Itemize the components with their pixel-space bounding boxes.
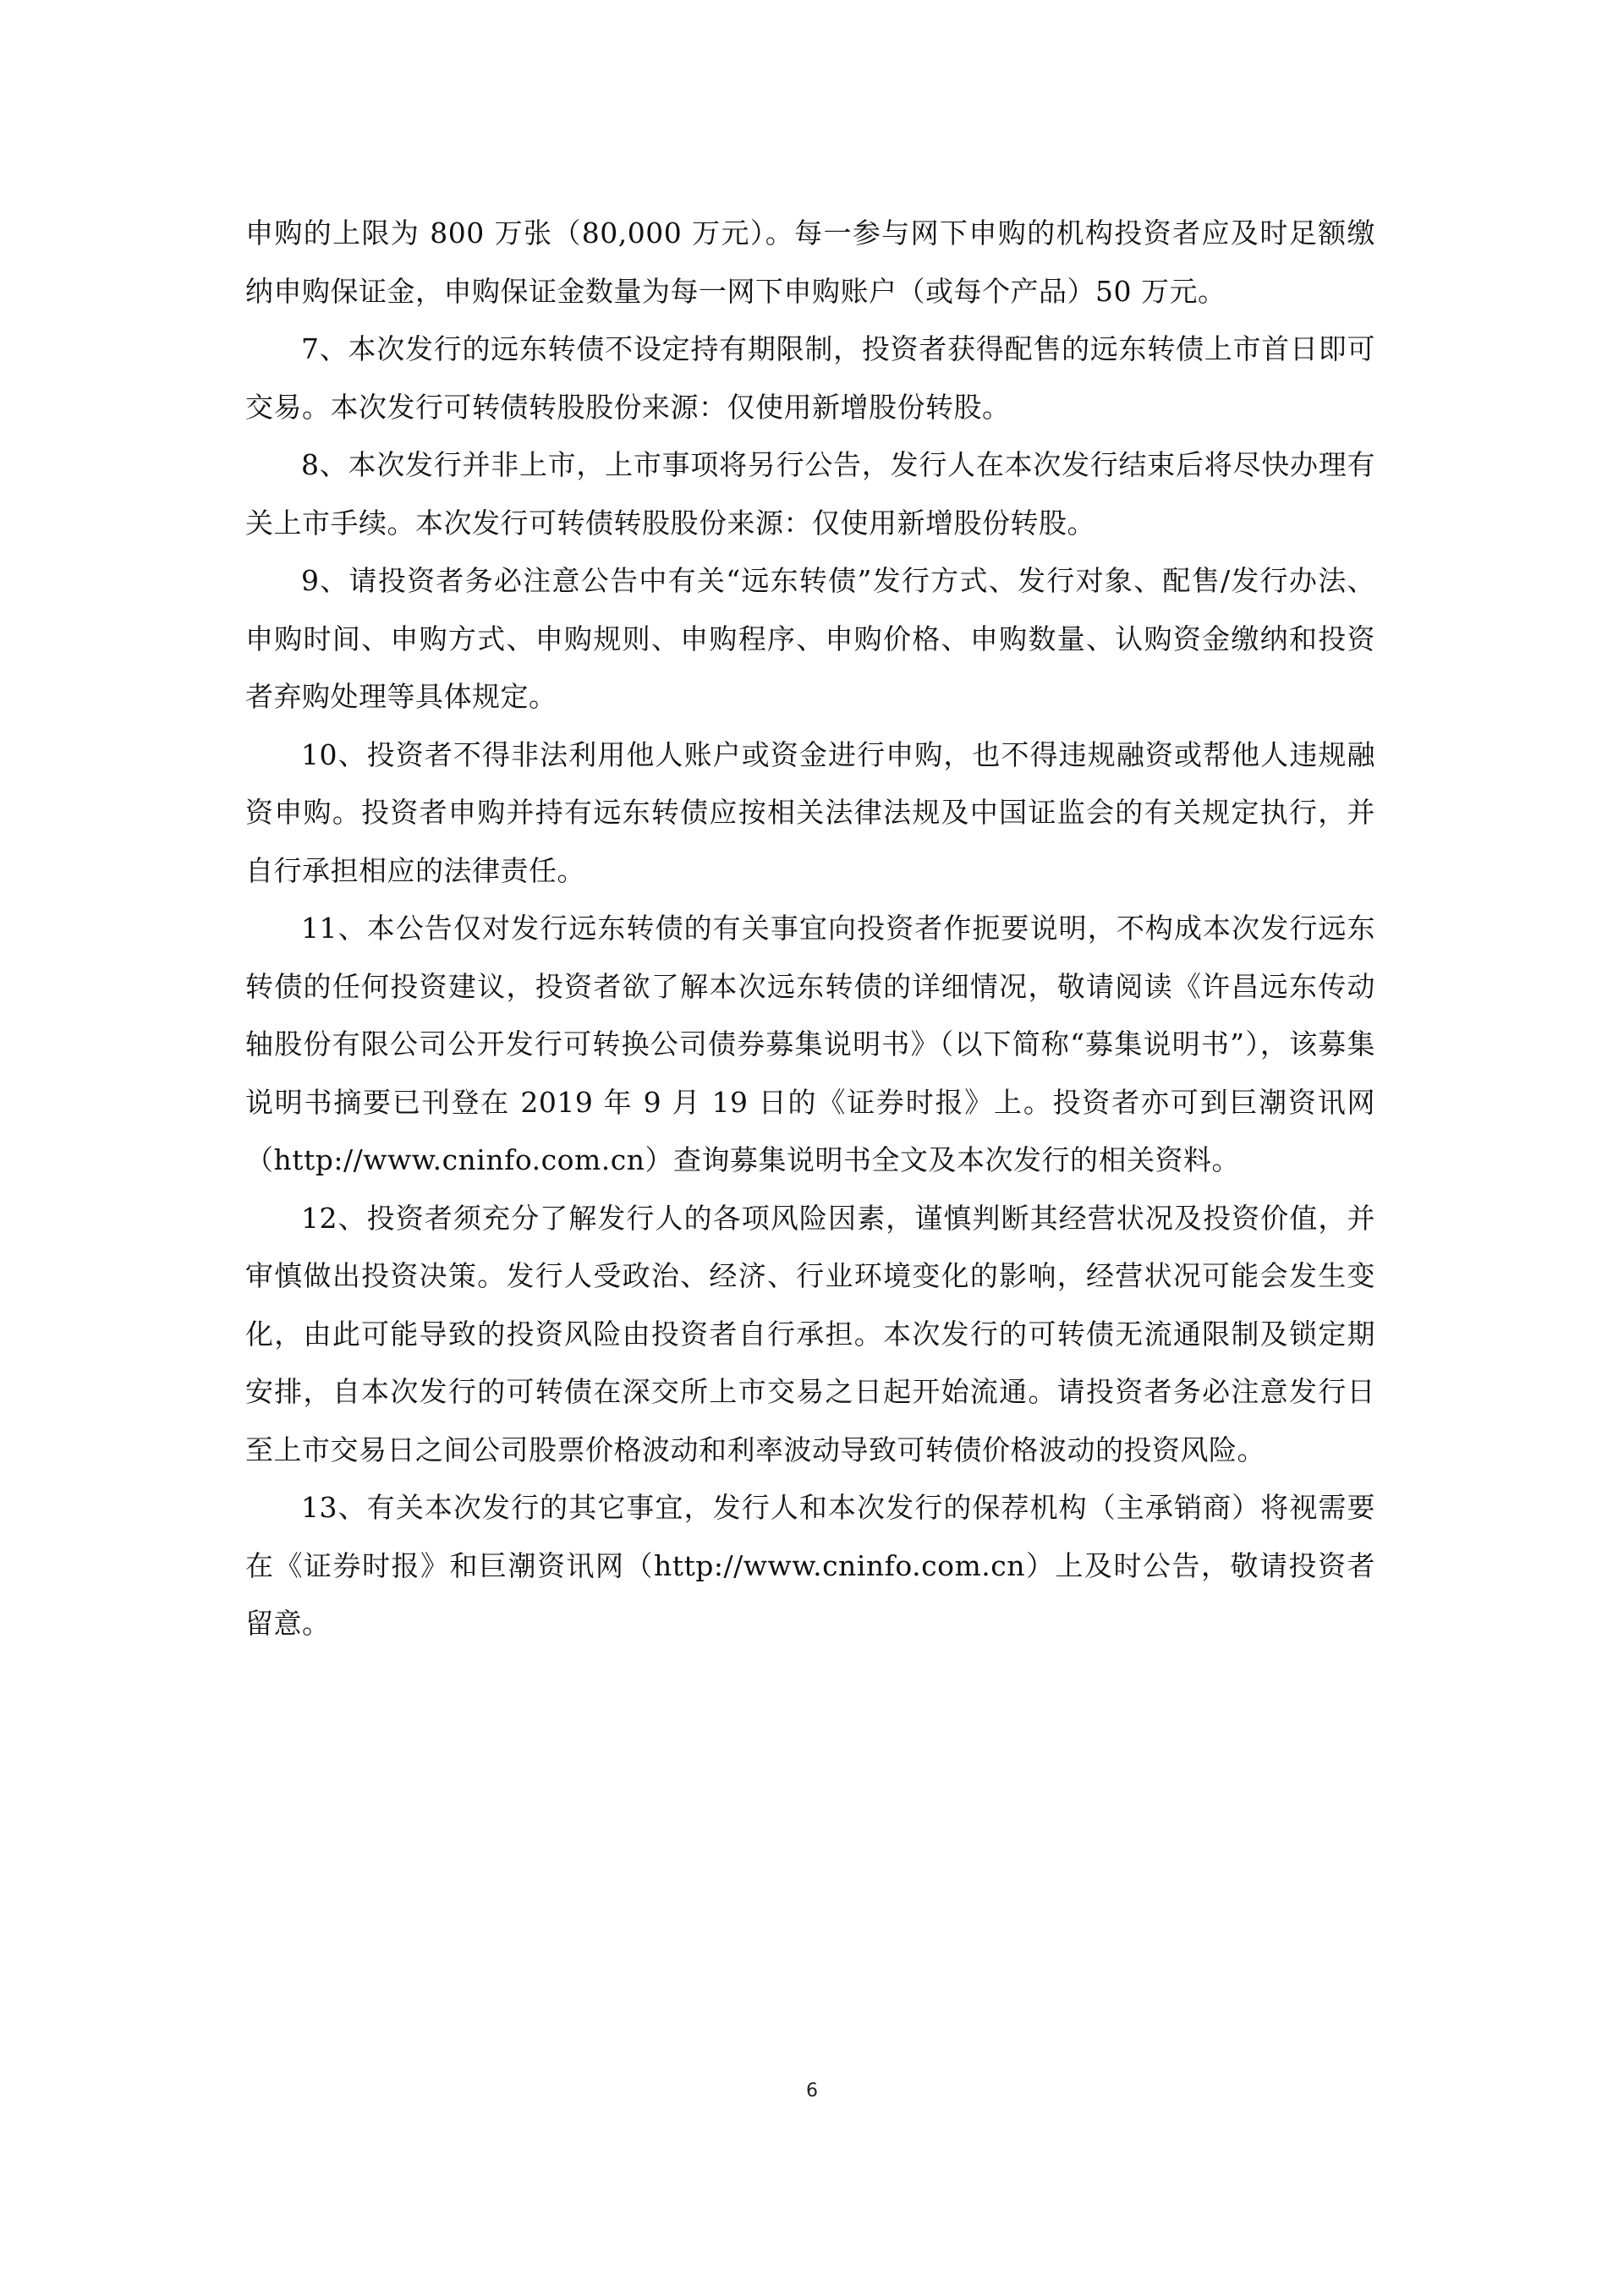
paragraph-item-13: 13、有关本次发行的其它事宜，发行人和本次发行的保荐机构（主承销商）将视需要在《证券时报》和巨潮资讯网（http://www.cninfo.com.cn）上及时公告，敬请投资者留意。 bbox=[245, 1491, 1375, 1640]
paragraph-continuation: 申购的上限为 800 万张（80,000 万元）。每一参与网下申购的机构投资者应及时足额缴纳申购保证金，申购保证金数量为每一网下申购账户（或每个产品）50 万元。 bbox=[245, 216, 1375, 308]
paragraph-item-12: 12、投资者须充分了解发行人的各项风险因素，谨慎判断其经营状况及投资价值，并审慎做出投资决策。发行人受政治、经济、行业环境变化的影响，经营状况可能会发生变化，由此可能导致的投资风险由投资者自行承担。本次发行的可转债无流通限制及锁定期安排，自本次发行的可转债在深交所上市交易之日起开始流通。请投资者务必注意发行日至上市交易日之间公司股票价格波动和利率波动导致可转债价格波动的投资风险。 bbox=[245, 1201, 1375, 1466]
paragraph-item-10: 10、投资者不得非法利用他人账户或资金进行申购，也不得违规融资或帮他人违规融资申购。投资者申购并持有远东转债应按相关法律法规及中国证监会的有关规定执行，并自行承担相应的法律责任。 bbox=[245, 737, 1375, 887]
paragraph-item-8: 8、本次发行并非上市，上市事项将另行公告，发行人在本次发行结束后将尽快办理有关上市手续。本次发行可转债转股股份来源：仅使用新增股份转股。 bbox=[245, 448, 1375, 540]
document-body bbox=[245, 205, 1375, 1653]
paragraph-item-11: 11、本公告仅对发行远东转债的有关事宜向投资者作扼要说明，不构成本次发行远东转债的任何投资建议，投资者欲了解本次远东转债的详细情况，敬请阅读《许昌远东传动轴股份有限公司公开发行可转换公司债券募集说明书》（以下简称“募集说明书”），该募集说明书摘要已刊登在 2019 年 9 月 19 日的《证券时报》上。投资者亦可到巨潮资讯网（http://www.cninfo.com.cn）查询募集说明书全文及本次发行的相关资料。 bbox=[245, 912, 1375, 1176]
paragraph-item-9: 9、请投资者务必注意公告中有关“远东转债”发行方式、发行对象、配售/发行办法、申购时间、申购方式、申购规则、申购程序、申购价格、申购数量、认购资金缴纳和投资者弃购处理等具体规定。 bbox=[245, 564, 1375, 713]
paragraph-item-7: 7、本次发行的远东转债不设定持有期限制，投资者获得配售的远东转债上市首日即可交易。本次发行可转债转股股份来源：仅使用新增股份转股。 bbox=[245, 332, 1375, 424]
page-number: 6 bbox=[806, 2080, 818, 2101]
